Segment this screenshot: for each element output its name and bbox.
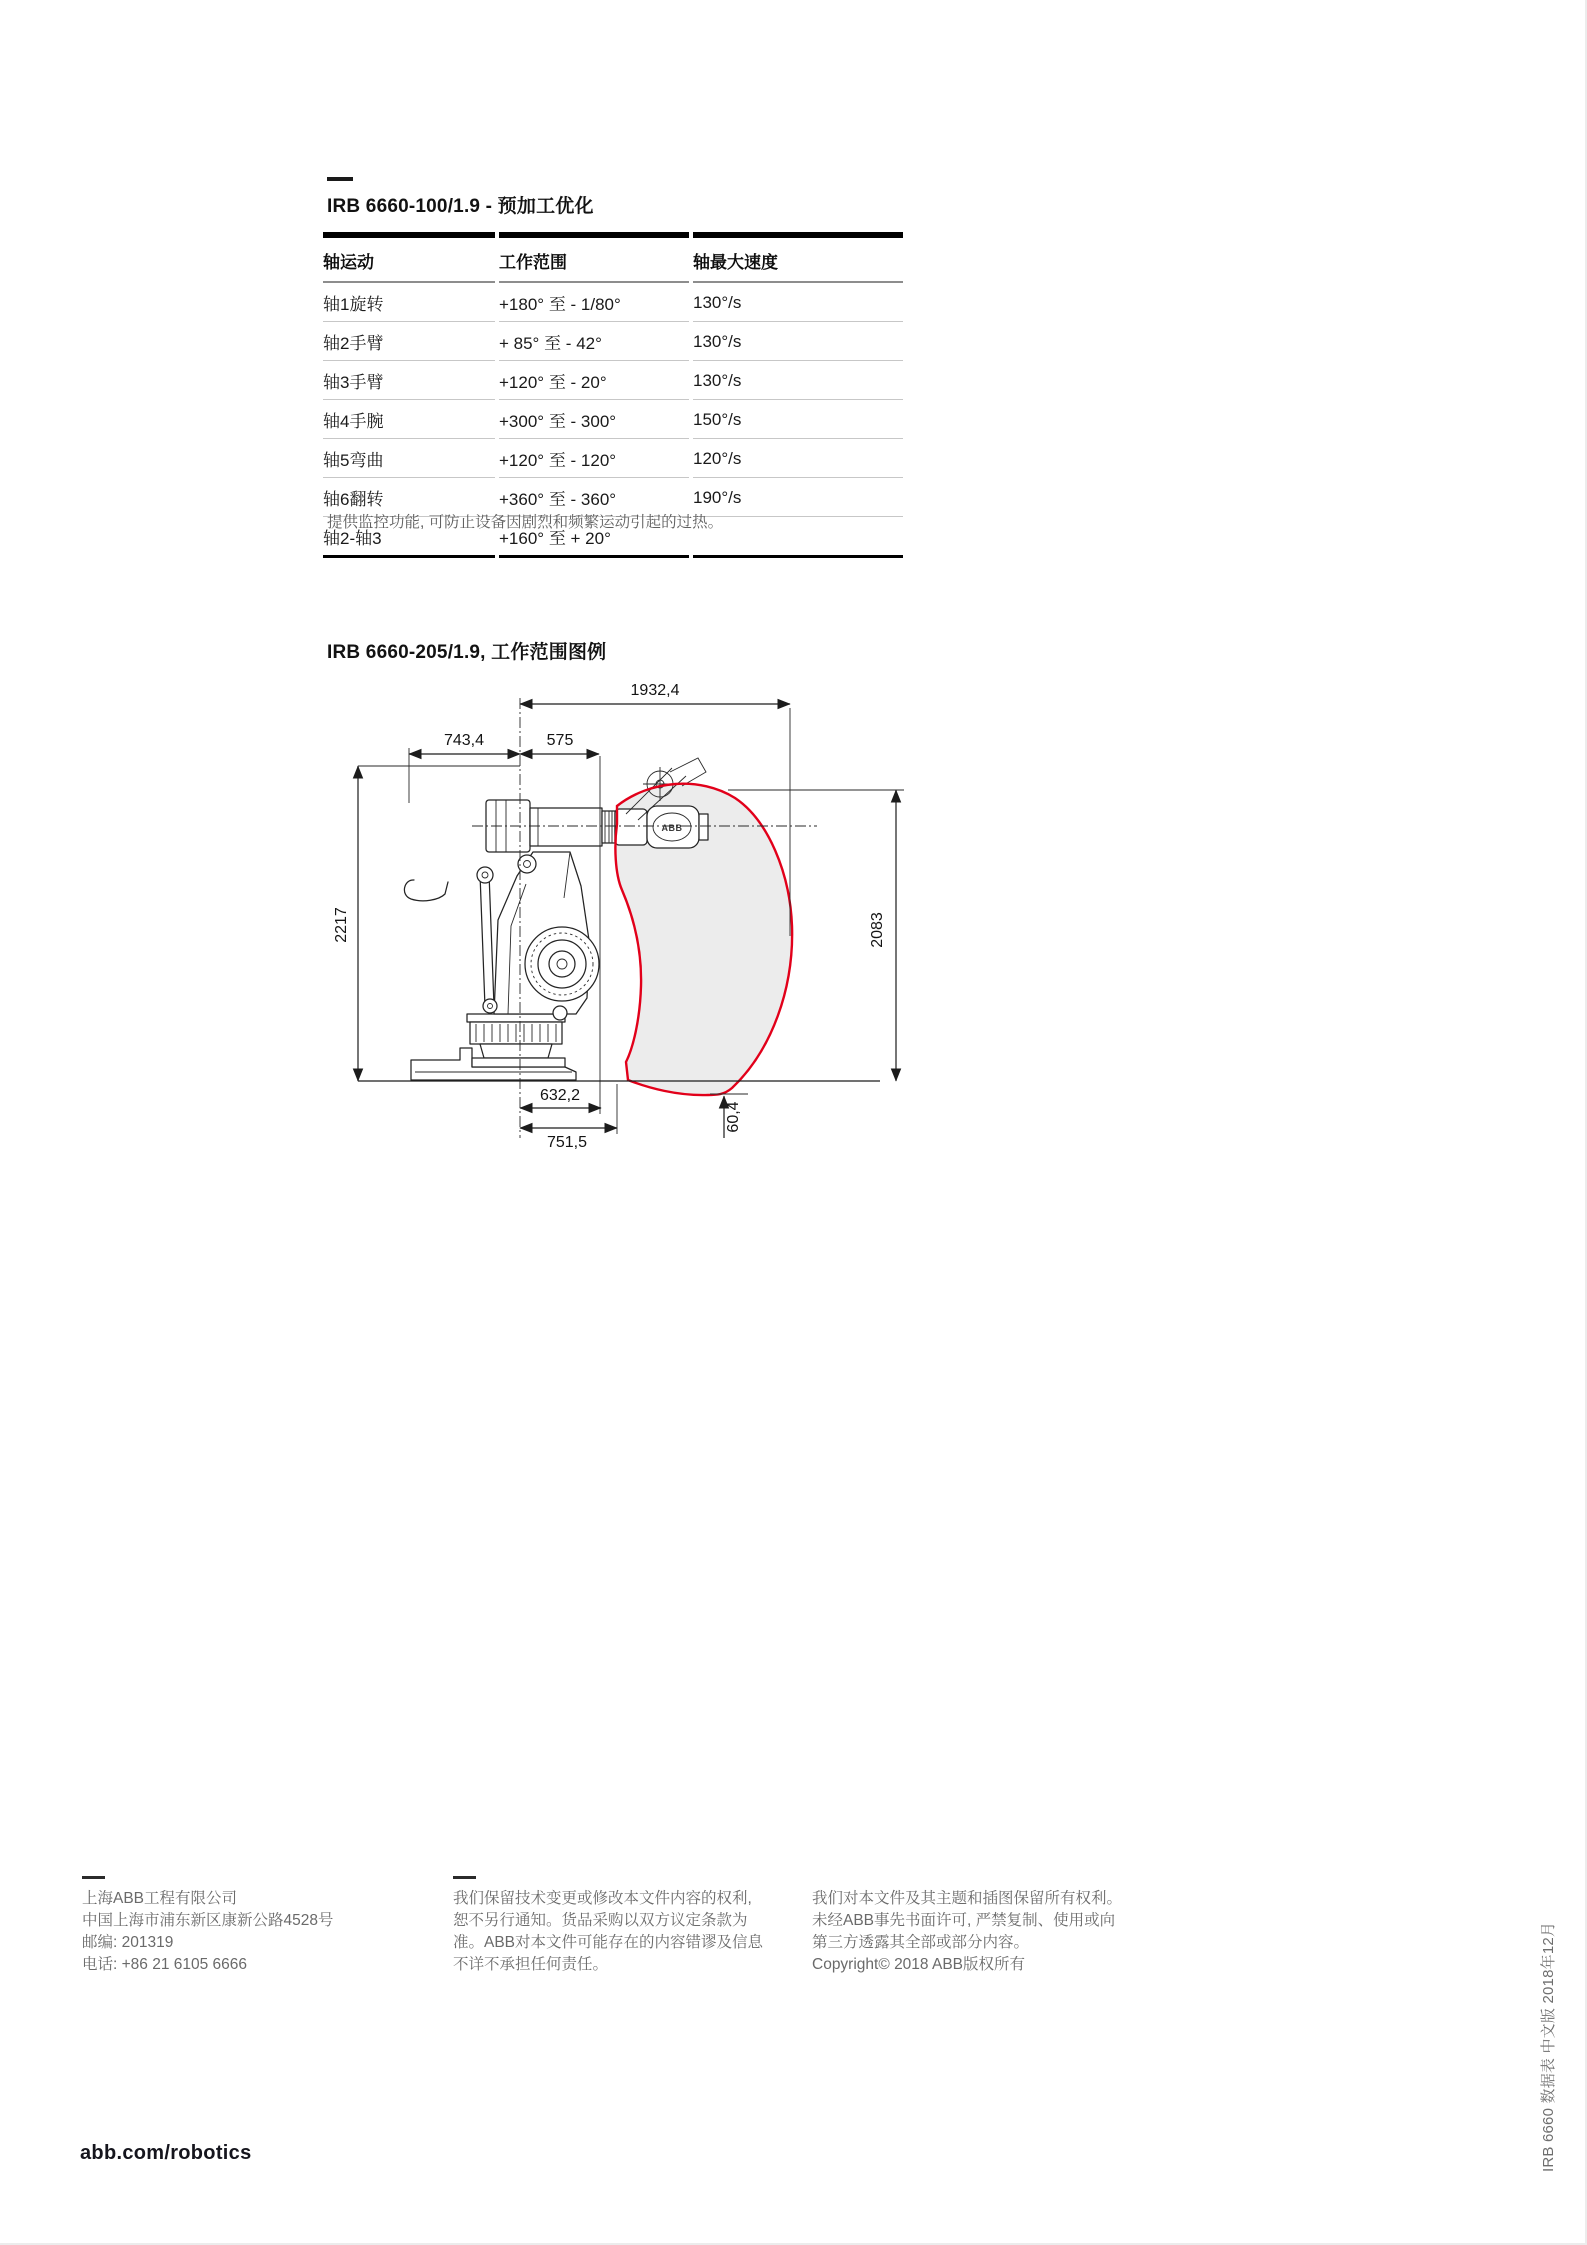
col-header-speed: 轴最大速度 — [693, 232, 903, 283]
cell-range: +120° 至 - 120° — [499, 439, 689, 478]
cell-speed: 130°/s — [693, 361, 903, 400]
footer-line: 未经ABB事先书面许可, 严禁复制、使用或向 — [812, 1912, 1116, 1929]
cell-axis: 轴4手腕 — [323, 400, 495, 439]
footer-line: 不详不承担任何责任。 — [453, 1956, 609, 1973]
col-header-axis: 轴运动 — [323, 232, 495, 283]
dim-total-height: 2217 — [333, 907, 350, 943]
cell-axis: 轴2-轴3 — [323, 517, 495, 558]
cell-speed: 190°/s — [693, 478, 903, 517]
col-header-range: 工作范围 — [499, 232, 689, 283]
table-row — [323, 322, 903, 361]
footer-line: 恕不另行通知。货品采购以双方议定条款为 — [453, 1912, 748, 1929]
table-header-row — [323, 232, 903, 283]
footer-line: 我们保留技术变更或修改本文件内容的权利, — [453, 1890, 752, 1907]
dim-below-base: 60,4 — [725, 1101, 742, 1133]
footer-company-block — [82, 1888, 333, 1976]
dim-axis1-to-wrist: 575 — [546, 732, 574, 749]
dim-rear-to-axis1: 743,4 — [443, 732, 485, 749]
table-row — [323, 283, 903, 322]
footer-line: Copyright© 2018 ABB版权所有 — [812, 1956, 1026, 1973]
diagram-title: IRB 6660-205/1.9, 工作范围图例 — [327, 642, 607, 663]
footer-dash-company — [82, 1876, 105, 1879]
footer-line: 电话: +86 21 6105 6666 — [82, 1956, 248, 1973]
cell-speed: 130°/s — [693, 283, 903, 322]
cell-range: +300° 至 - 300° — [499, 400, 689, 439]
footer-line: 我们对本文件及其主题和插图保留所有权利。 — [812, 1890, 1123, 1907]
footer-line: 邮编: 201319 — [82, 1934, 174, 1951]
table-row — [323, 400, 903, 439]
cell-range: +360° 至 - 360° — [499, 478, 689, 517]
footer-dash-disclaimer — [453, 1876, 476, 1879]
spec-table-title: IRB 6660-100/1.9 - 预加工优化 — [327, 196, 594, 217]
table-row — [323, 439, 903, 478]
footer-copyright-block — [812, 1888, 1122, 1976]
dim-envelope-height: 2083 — [869, 912, 886, 948]
footer-disclaimer-block — [453, 1888, 763, 1976]
cell-axis: 轴1旋转 — [323, 283, 495, 322]
footer-line: 上海ABB工程有限公司 — [82, 1890, 238, 1907]
cell-axis: 轴6翻转 — [323, 478, 495, 517]
cell-axis: 轴3手臂 — [323, 361, 495, 400]
cell-range: +180° 至 - 1/80° — [499, 283, 689, 322]
dim-reach-right: 1932,4 — [630, 682, 680, 699]
cell-speed: 150°/s — [693, 400, 903, 439]
working-range-diagram — [320, 668, 920, 1168]
edition-vertical-text: IRB 6660 数据表 中文版 2018年12月 — [1540, 1921, 1557, 2172]
cell-axis: 轴2手臂 — [323, 322, 495, 361]
footer-line: 准。ABB对本文件可能存在的内容错谬及信息 — [453, 1934, 764, 1951]
cell-speed: 120°/s — [693, 439, 903, 478]
table-row — [323, 361, 903, 400]
section-dash — [327, 177, 353, 181]
wrist-abb-label: ABB — [661, 823, 683, 833]
cell-range: + 85° 至 - 42° — [499, 322, 689, 361]
table-footnote: 提供监控功能, 可防止设备因剧烈和频繁运动引起的过热。 — [327, 514, 724, 531]
cell-speed — [693, 517, 903, 558]
cell-range: +120° 至 - 20° — [499, 361, 689, 400]
cell-axis: 轴5弯曲 — [323, 439, 495, 478]
cell-range: +160° 至 + 20° — [499, 517, 689, 558]
dim-base-to-envelope: 751,5 — [546, 1134, 588, 1151]
cell-speed: 130°/s — [693, 322, 903, 361]
footer-line: 第三方透露其全部或部分内容。 — [812, 1934, 1030, 1951]
dim-base-to-notch: 632,2 — [539, 1087, 581, 1104]
footer-line: 中国上海市浦东新区康新公路4528号 — [82, 1912, 334, 1929]
abb-robotics-link[interactable]: abb.com/robotics — [80, 2142, 252, 2164]
